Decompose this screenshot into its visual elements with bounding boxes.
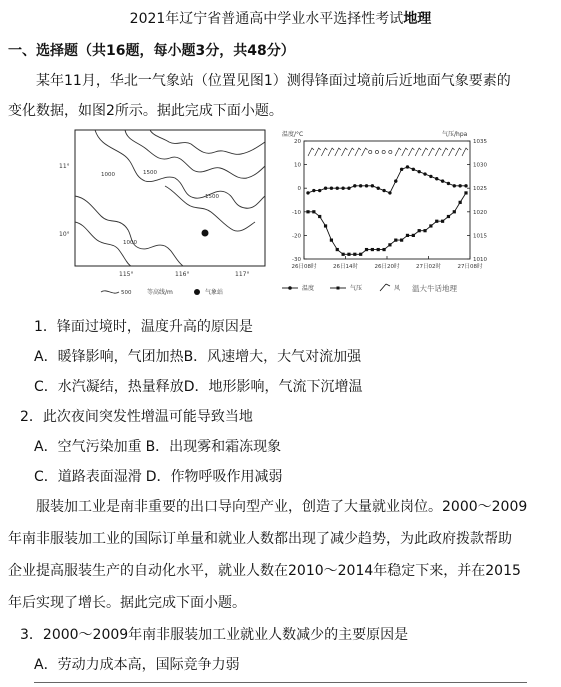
tick-label-left: -30 <box>292 257 301 263</box>
contour-label: 1500 <box>205 194 219 200</box>
pressure-point <box>459 201 462 204</box>
lon-label: 116° <box>175 271 190 278</box>
pressure-point <box>423 229 426 232</box>
pressure-point <box>406 234 409 237</box>
temperature-point <box>306 191 309 194</box>
figure-1-map <box>55 126 270 306</box>
passage2-line2: 年南非服装加工业的国际订单量和就业人数都出现了减少趋势，为此政府拨款帮助 <box>8 531 512 547</box>
title-subject: 地理 <box>403 11 432 27</box>
q1-option-b: B．风速增大，大气对流加强 <box>183 349 362 365</box>
tick-label-left: -10 <box>292 209 301 216</box>
temperature-point <box>394 179 397 182</box>
temperature-point <box>417 170 420 173</box>
pressure-point <box>453 210 456 213</box>
temperature-point <box>330 187 333 190</box>
q2-option-c: C．道路表面湿滑 <box>34 469 142 485</box>
temperature-point <box>464 184 467 187</box>
lon-label: 115° <box>119 271 134 278</box>
temperature-point <box>441 179 444 182</box>
tick-label-right: 1015 <box>473 233 487 240</box>
temperature-point <box>400 168 403 171</box>
tick-label-right: 1010 <box>473 257 487 263</box>
lat-label: 10° <box>59 231 70 238</box>
tick-label-x: 27日02时 <box>416 264 441 270</box>
watermark-text: 温大牛话地理 <box>412 284 457 293</box>
wind-barb <box>408 148 414 156</box>
ylabel-left: 温度/°C <box>282 131 304 138</box>
tick-label-right: 1020 <box>473 209 487 216</box>
wind-barb <box>395 148 401 156</box>
pressure-point <box>306 210 309 213</box>
q2-options-ab <box>34 436 561 456</box>
wind-barb <box>348 148 354 156</box>
q2-option-a: A．空气污染加重 <box>34 439 142 455</box>
q1-option-a: A．暖锋影响，气团加热 <box>34 349 184 365</box>
temperature-point <box>336 187 339 190</box>
pressure-point <box>447 215 450 218</box>
pressure-point <box>429 224 432 227</box>
lat-label: 11° <box>59 163 70 170</box>
temperature-point <box>423 172 426 175</box>
wind-barb <box>462 148 468 156</box>
tick-label-right: 1035 <box>473 139 487 145</box>
legend-wind-symbol <box>380 284 390 291</box>
temperature-point <box>453 184 456 187</box>
pressure-point <box>336 248 339 251</box>
wind-barb <box>328 148 334 156</box>
q3-option-a: A．劳动力成本高，国际竞争力弱 <box>34 657 240 673</box>
passage2-line3: 企业提高服装生产的自动化水平，就业人数在2010～2014年稳定下来，并在2015 <box>8 563 521 579</box>
plot-frame <box>304 141 470 259</box>
legend-contour-text: 等高线/m <box>147 289 173 296</box>
q1-option-c: C．水汽凝结，热量释放 <box>34 379 184 395</box>
tick-label-left: 10 <box>294 162 301 169</box>
pressure-point <box>412 234 415 237</box>
passage2-line4: 年后实现了增长。据此完成下面小题。 <box>8 595 246 611</box>
ylabel-right: 气压/hpa <box>442 131 468 138</box>
pressure-point <box>441 220 444 223</box>
legend-contour-symbol <box>101 291 119 293</box>
q2-option-b: B．出现雾和霜冻现象 <box>145 439 282 455</box>
wind-barb <box>321 148 327 156</box>
pressure-point <box>324 224 327 227</box>
tick-label-x: 26日14时 <box>333 264 358 270</box>
page-title <box>0 8 561 28</box>
wind-barb <box>341 148 347 156</box>
passage1-line1: 某年11月，华北一气象站（位置见图1）测得锋面过境前后近地面气象要素的 <box>36 73 511 89</box>
tick-label-x: 26日20时 <box>374 264 400 270</box>
legend-pressure-marker <box>337 287 340 290</box>
legend-station-symbol <box>194 289 200 295</box>
temperature-point <box>382 189 385 192</box>
wind-calm-marker <box>389 150 392 153</box>
pressure-point <box>382 248 385 251</box>
section-heading: 一、选择题（共16题，每小题3分，共48分） <box>8 43 295 59</box>
q2-stem: 2．此次夜间突发性增温可能导致当地 <box>20 409 253 425</box>
legend-wind-text: 风 <box>394 285 401 292</box>
pressure-point <box>400 239 403 242</box>
pressure-point <box>330 239 333 242</box>
q1-stem: 1．锋面过境时，温度升高的原因是 <box>34 319 253 335</box>
tick-label-x: 26日08时 <box>291 264 317 270</box>
map-svg <box>55 126 270 306</box>
pressure-point <box>435 220 438 223</box>
pressure-point <box>464 191 467 194</box>
wind-barb <box>415 148 421 156</box>
map-frame <box>75 130 265 266</box>
wind-barb <box>442 148 448 156</box>
temperature-point <box>377 187 380 190</box>
tick-label-left: 0 <box>297 186 301 193</box>
q2-options-cd <box>34 466 561 486</box>
wind-barb <box>429 148 435 156</box>
legend-temp-text: 温度 <box>302 285 315 292</box>
temperature-point <box>406 165 409 168</box>
temperature-point <box>435 177 438 180</box>
passage2-line1: 服装加工业是南非重要的出口导向型产业，创造了大量就业岗位。2000～2009 <box>36 499 528 515</box>
wind-barb <box>315 148 321 156</box>
q1-options-ab <box>34 346 561 366</box>
pressure-point <box>312 210 315 213</box>
pressure-point <box>347 253 350 256</box>
pressure-point <box>371 248 374 251</box>
temperature-point <box>341 187 344 190</box>
wind-calm-marker <box>369 150 372 153</box>
series-line-pressure <box>308 193 466 254</box>
ticks-x <box>292 256 483 270</box>
passage1-line2: 变化数据，如图2所示。据此完成下面小题。 <box>8 103 283 119</box>
pressure-point <box>388 243 391 246</box>
series-layer <box>306 165 467 256</box>
wind-calm-marker <box>375 150 378 153</box>
contour-label: 1500 <box>143 170 157 176</box>
lon-label: 117° <box>235 271 250 278</box>
wind-barb <box>422 148 428 156</box>
legend-station-text: 气象站 <box>205 289 224 296</box>
wind-barb <box>435 148 441 156</box>
wind-barb <box>402 148 408 156</box>
pressure-point <box>342 253 345 256</box>
q1-option-d: D．地形影响，气流下沉增温 <box>183 379 363 395</box>
wind-calm-marker <box>382 150 385 153</box>
tick-label-right: 1025 <box>473 186 487 193</box>
ticks-left <box>292 139 307 263</box>
tick-label-right: 1030 <box>473 162 487 169</box>
q1-options-cd <box>34 376 561 396</box>
q2-option-d: D．作物呼吸作用减弱 <box>145 469 283 485</box>
wind-barbs <box>308 148 468 156</box>
pressure-point <box>353 253 356 256</box>
pressure-point <box>377 248 380 251</box>
temperature-point <box>388 191 391 194</box>
wind-barb <box>335 148 341 156</box>
legend-contour-value: 500 <box>121 290 132 296</box>
temperature-point <box>347 187 350 190</box>
bottom-divider <box>34 682 527 683</box>
q3-stem: 3．2000～2009年南非服装加工业就业人数减少的主要原因是 <box>20 627 409 643</box>
wind-barb <box>455 148 461 156</box>
pressure-point <box>365 248 368 251</box>
legend-temp-marker <box>288 286 292 290</box>
wind-barb <box>449 148 455 156</box>
chart-svg <box>278 126 506 306</box>
temperature-point <box>324 187 327 190</box>
temperature-point <box>353 184 356 187</box>
pressure-point <box>318 215 321 218</box>
figure-2-chart <box>278 126 506 306</box>
temperature-point <box>412 168 415 171</box>
temperature-point <box>458 184 461 187</box>
wind-barb <box>308 148 314 156</box>
temperature-point <box>318 189 321 192</box>
temperature-point <box>359 184 362 187</box>
pressure-point <box>394 239 397 242</box>
wind-barb <box>362 148 368 156</box>
legend-pressure-text: 气压 <box>350 285 363 292</box>
contour-label: 1000 <box>123 240 137 246</box>
tick-label-left: 20 <box>294 139 301 145</box>
wind-barb <box>355 148 361 156</box>
pressure-point <box>418 229 421 232</box>
temperature-point <box>447 182 450 185</box>
weather-station-marker <box>202 230 209 237</box>
tick-label-x: 27日08时 <box>457 264 483 270</box>
contour-label: 1000 <box>101 172 115 178</box>
temperature-point <box>365 184 368 187</box>
title-prefix: 2021年辽宁省普通高中学业水平选择性考试 <box>129 11 404 27</box>
tick-label-left: -20 <box>292 233 301 240</box>
temperature-point <box>371 184 374 187</box>
temperature-point <box>312 189 315 192</box>
temperature-point <box>429 175 432 178</box>
pressure-point <box>359 253 362 256</box>
